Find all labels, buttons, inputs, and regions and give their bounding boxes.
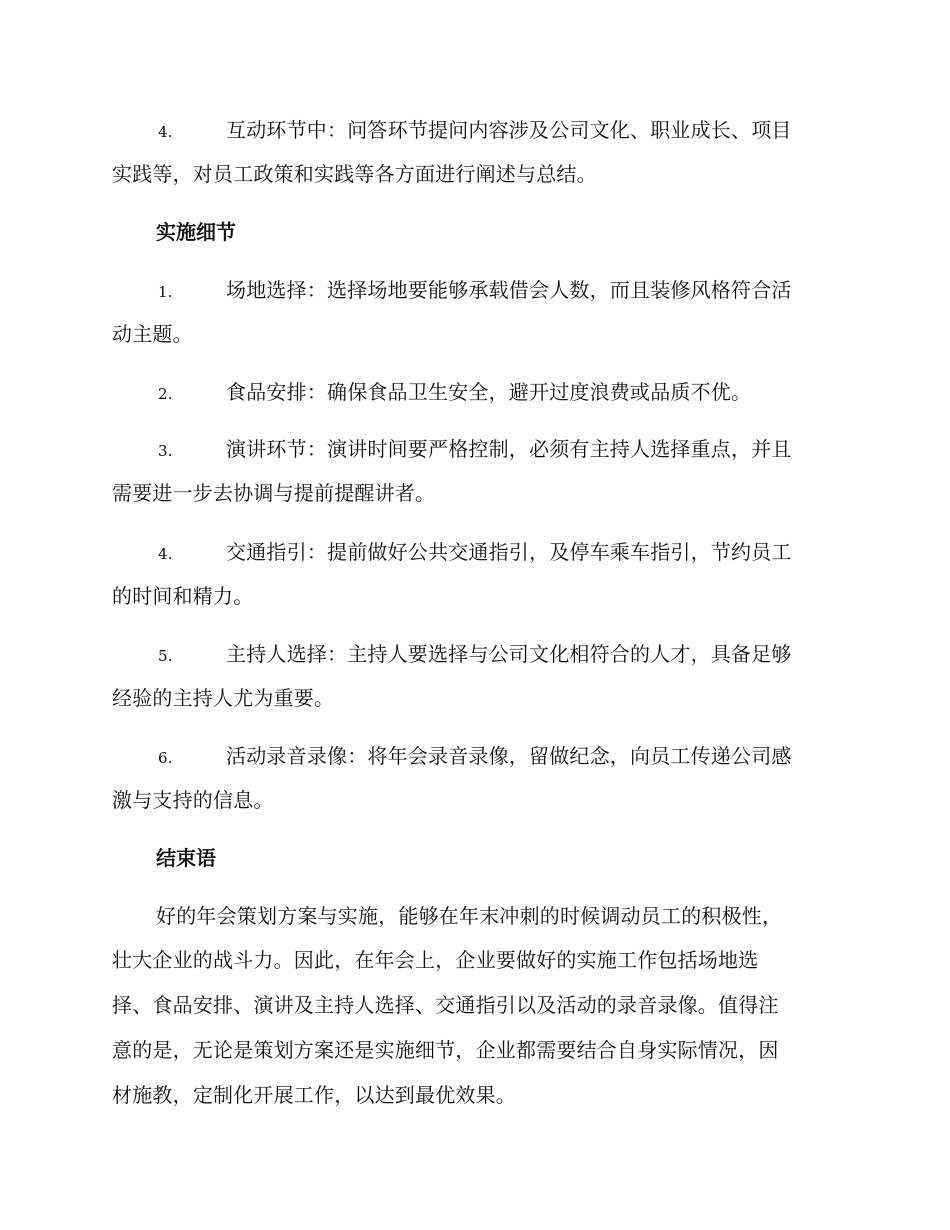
list-item-line <box>112 744 842 770</box>
list-item-line <box>112 642 842 668</box>
list-item-continuation: 实践等，对员工政策和实践等各方面进行阐述与总结。 <box>112 162 597 186</box>
paragraph-line: 材施教，定制化开展工作，以达到最优效果。 <box>112 1083 516 1107</box>
list-item-continuation: 经验的主持人尤为重要。 <box>112 686 335 710</box>
list-item-continuation: 动主题。 <box>112 322 193 346</box>
list-item-text: 交通指引：提前做好公共交通指引，及停车乘车指引，节约员工 <box>226 540 792 564</box>
list-item-line <box>112 380 842 406</box>
paragraph-line: 意的是，无论是策划方案还是实施细节，企业都需要结合自身实际情况，因 <box>112 1038 779 1062</box>
list-item-line <box>112 278 842 304</box>
list-item-number: 1. <box>158 283 173 301</box>
list-item-text: 场地选择：选择场地要能够承载借会人数，而且装修风格符合活 <box>226 278 792 302</box>
section-heading: 实施细节 <box>156 220 236 244</box>
list-item-continuation: 需要进一步去协调与提前提醒讲者。 <box>112 481 436 505</box>
list-item-line <box>112 118 842 144</box>
paragraph-line: 壮大企业的战斗力。因此，在年会上，企业要做好的实施工作包括场地选 <box>112 948 759 972</box>
list-item-text: 主持人选择：主持人要选择与公司文化相符合的人才，具备足够 <box>226 642 792 666</box>
list-item-number: 5. <box>158 647 173 665</box>
list-item-text: 食品安排：确保食品卫生安全，避开过度浪费或品质不优。 <box>226 380 752 404</box>
list-item-text: 演讲环节：演讲时间要严格控制，必须有主持人选择重点，并且 <box>226 437 792 461</box>
paragraph-line: 好的年会策划方案与实施，能够在年末冲刺的时候调动员工的积极性， <box>156 904 783 928</box>
list-item-text: 活动录音录像：将年会录音录像，留做纪念，向员工传递公司感 <box>226 744 792 768</box>
list-item-line <box>112 437 842 463</box>
list-item-continuation: 激与支持的信息。 <box>112 788 274 812</box>
list-item-continuation: 的时间和精力。 <box>112 584 254 608</box>
list-item-number: 4. <box>158 123 173 141</box>
paragraph-line: 择、食品安排、演讲及主持人选择、交通指引以及活动的录音录像。值得注 <box>112 993 779 1017</box>
list-item-number: 6. <box>158 749 173 767</box>
list-item-number: 2. <box>158 385 173 403</box>
section-heading: 结束语 <box>156 846 216 870</box>
list-item-number: 3. <box>158 442 173 460</box>
list-item-text: 互动环节中：问答环节提问内容涉及公司文化、职业成长、项目 <box>226 118 792 142</box>
list-item-line <box>112 540 842 566</box>
list-item-number: 4. <box>158 545 173 563</box>
